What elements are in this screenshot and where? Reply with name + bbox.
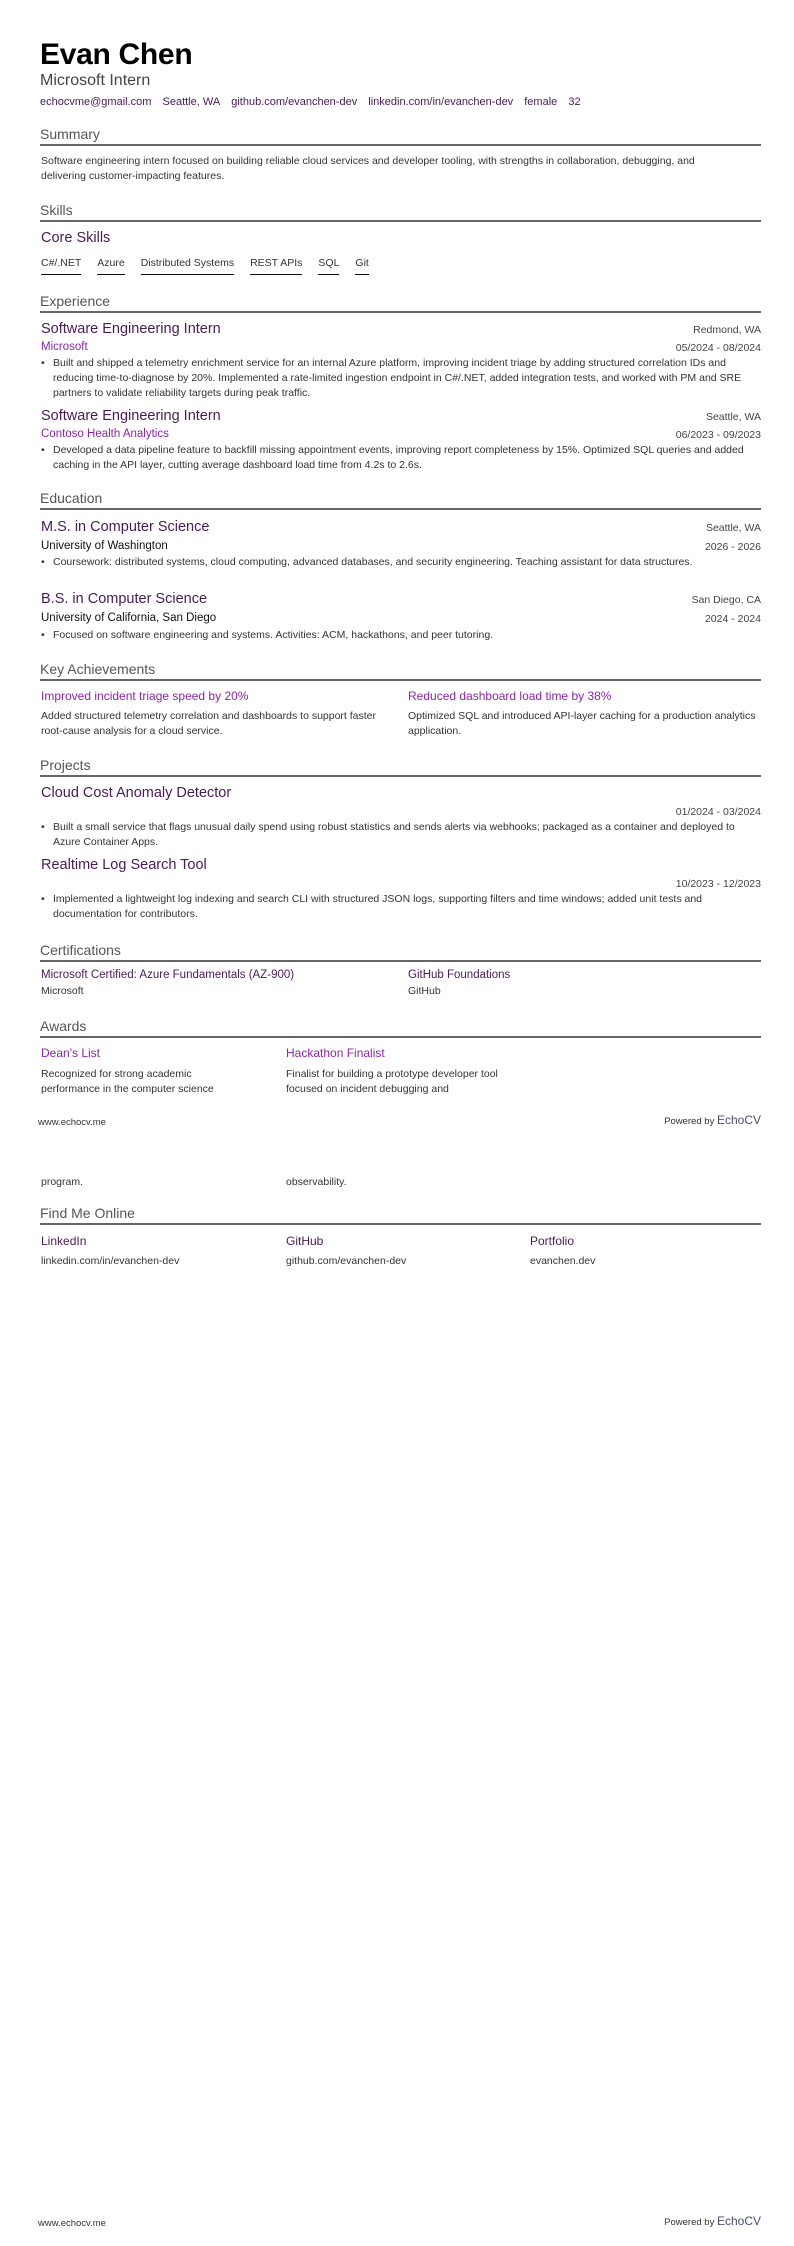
achievement-text: Optimized SQL and introduced API-layer caching for a production analytics application. (408, 710, 756, 737)
school-location: San Diego, CA (691, 594, 761, 606)
school-location: Seattle, WA (705, 522, 761, 534)
job-dates: 05/2024 - 08/2024 (675, 342, 761, 354)
education-bullet: • Focused on software engineering and systems. Activities: ACM, hackathons, and peer tutoring. (41, 628, 761, 643)
degree-title: M.S. in Computer Science (41, 519, 210, 535)
footer-site-link-page2[interactable]: www.echocv.me (38, 2218, 106, 2229)
section-heading-experience: Experience (40, 293, 761, 313)
job-bullets (41, 443, 761, 473)
section-heading-education: Education (40, 490, 761, 510)
job-title: Software Engineering Intern (41, 321, 221, 337)
online-label-portfolio: Portfolio (530, 1234, 575, 1248)
skill-tag: SQL (318, 257, 339, 275)
project-bullet: • Implemented a lightweight log indexing and search CLI with structured JSON logs, supporting filters and time windows; added unit tests and documentation for contributors. (41, 892, 761, 922)
award-title: Hackathon Finalist (286, 1046, 385, 1060)
contact-location: Seattle, WA (162, 96, 221, 108)
company-name: Microsoft (41, 341, 88, 353)
education-dates: 2026 - 2026 (704, 541, 761, 553)
school-name: University of Washington (41, 540, 168, 552)
contact-line (40, 96, 589, 108)
brand-logo[interactable]: EchoCV (716, 1113, 761, 1127)
contact-email[interactable]: echocvme@gmail.com (40, 96, 152, 108)
section-heading-projects: Projects (40, 757, 761, 777)
award-text: Finalist for building a prototype developer tool focused on incident debugging and (286, 1068, 498, 1095)
footer-powered-by-page2 (664, 2214, 761, 2228)
project-dates: 10/2023 - 12/2023 (675, 878, 761, 890)
education-dates: 2024 - 2024 (704, 613, 761, 625)
powered-by-label: Powered by (664, 1116, 715, 1127)
award-text-continued: observability. (286, 1176, 347, 1188)
job-bullets (41, 356, 761, 401)
skills-group-title: Core Skills (41, 230, 111, 246)
section-heading-skills: Skills (40, 202, 761, 222)
online-label-github: GitHub (286, 1234, 324, 1248)
candidate-name: Evan Chen (40, 38, 193, 71)
section-heading-achievements: Key Achievements (40, 661, 761, 681)
skill-tag: Distributed Systems (141, 257, 234, 275)
contact-age: 32 (568, 96, 581, 108)
skill-tag: REST APIs (250, 257, 302, 275)
contact-github[interactable]: github.com/evanchen-dev (231, 96, 358, 108)
skill-tag: Git (355, 257, 368, 275)
online-label-linkedin: LinkedIn (41, 1234, 87, 1248)
award-text-continued: program. (41, 1176, 84, 1188)
job-location: Seattle, WA (705, 411, 761, 423)
achievement-text: Added structured telemetry correlation and dashboards to support faster root-cause analysis for a cloud service. (41, 710, 377, 737)
award-text: Recognized for strong academic performance in the computer science (41, 1068, 214, 1095)
online-link-linkedin[interactable]: linkedin.com/in/evanchen-dev (41, 1255, 180, 1267)
company-name: Contoso Health Analytics (41, 428, 169, 440)
section-heading-online: Find Me Online (40, 1205, 761, 1225)
contact-gender: female (524, 96, 558, 108)
section-heading-awards: Awards (40, 1018, 761, 1038)
skill-tag: C#/.NET (41, 257, 81, 275)
skill-tag: Azure (97, 257, 124, 275)
footer-site-link[interactable]: www.echocv.me (38, 1117, 106, 1128)
job-bullet: • Developed a data pipeline feature to backfill missing appointment events, improving report completeness by 15%. Optimized SQL queries and added caching in the API layer, cutting average dashboard load time from 4.2s to 2.6s. (41, 443, 761, 473)
project-bullets (41, 892, 761, 922)
achievement-title: Reduced dashboard load time by 38% (408, 689, 612, 703)
project-bullets (41, 820, 761, 850)
candidate-title: Microsoft Intern (40, 72, 151, 89)
job-location: Redmond, WA (693, 324, 761, 336)
powered-by-label: Powered by (664, 2217, 715, 2228)
brand-logo[interactable]: EchoCV (716, 2214, 761, 2228)
job-dates: 06/2023 - 09/2023 (675, 429, 761, 441)
section-heading-summary: Summary (40, 126, 761, 146)
education-bullets (41, 555, 761, 570)
skills-list (41, 253, 385, 275)
project-dates: 01/2024 - 03/2024 (675, 806, 761, 818)
certification-title: Microsoft Certified: Azure Fundamentals (AZ-900) (41, 969, 295, 981)
award-title: Dean's List (41, 1046, 100, 1060)
contact-linkedin[interactable]: linkedin.com/in/evanchen-dev (368, 96, 514, 108)
job-title: Software Engineering Intern (41, 408, 221, 424)
certification-title: GitHub Foundations (408, 969, 511, 981)
certification-issuer: GitHub (408, 985, 441, 997)
online-link-portfolio[interactable]: evanchen.dev (530, 1255, 596, 1267)
project-bullet: • Built a small service that flags unusual daily spend using robust statistics and sends alerts via webhooks; packaged as a container and deployed to Azure Container Apps. (41, 820, 761, 850)
summary-text: Software engineering intern focused on building reliable cloud services and developer tooling, with strengths in collaboration, debugging, and delivering customer-impacting features. (41, 155, 695, 182)
achievement-title: Improved incident triage speed by 20% (41, 689, 249, 703)
certification-issuer: Microsoft (41, 985, 84, 997)
school-name: University of California, San Diego (41, 612, 217, 624)
education-bullet: • Coursework: distributed systems, cloud computing, advanced databases, and security engineering. Teaching assistant for data structures. (41, 555, 761, 570)
education-bullets (41, 628, 761, 643)
project-title: Realtime Log Search Tool (41, 857, 207, 873)
online-link-github[interactable]: github.com/evanchen-dev (286, 1255, 407, 1267)
footer-powered-by (664, 1113, 761, 1127)
degree-title: B.S. in Computer Science (41, 591, 208, 607)
job-bullet: • Built and shipped a telemetry enrichment service for an internal Azure platform, improving incident triage by adding structured correlation IDs and reducing time-to-diagnose by 20%. Implemented a rate-limited ingestion endpoint in C#/.NET, added integration tests, and worked with PM and SRE partners to validate reliability targets during peak traffic. (41, 356, 761, 401)
project-title: Cloud Cost Anomaly Detector (41, 785, 232, 801)
section-heading-certifications: Certifications (40, 942, 761, 962)
